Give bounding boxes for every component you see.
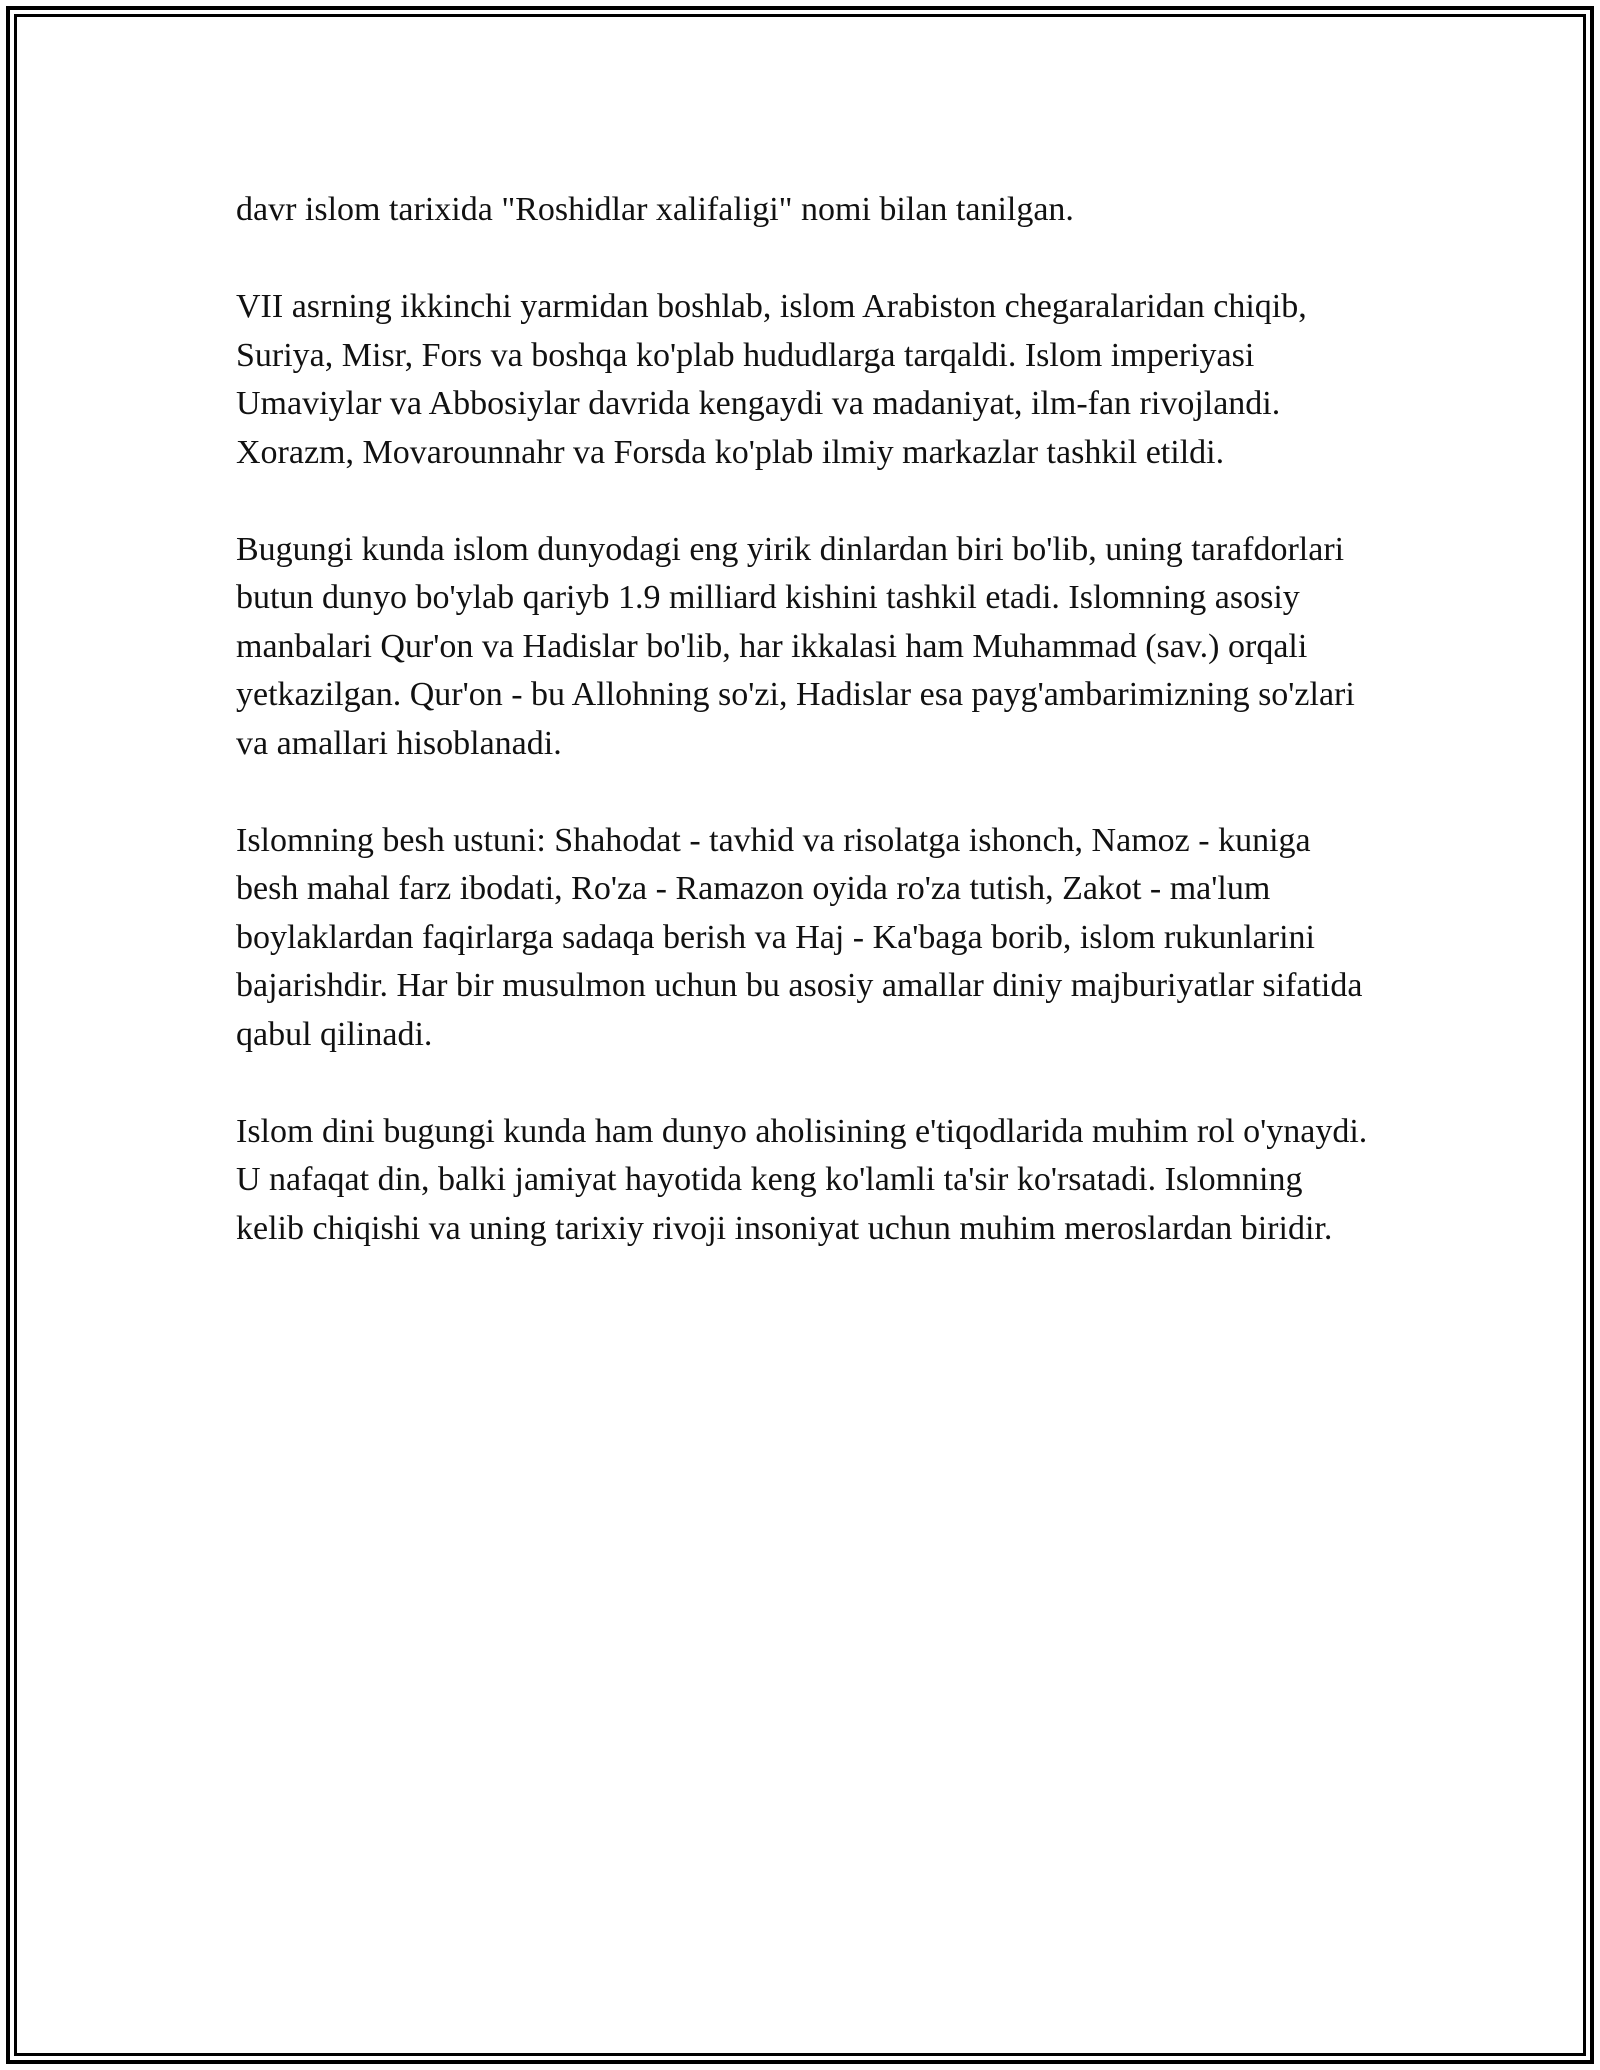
paragraph-today: Bugungi kunda islom dunyodagi eng yirik dinlardan biri bo'lib, uning tarafdorlari butun dunyo bo'ylab qariyb 1.9 milliard kishini tashkil etadi. Islomning asosiy manbalari Qur'on va Hadislar bo'lib, har ikkalasi ham Muhammad (sav.) orqali yetkazilgan. Qur'on - bu Allohning so'zi, Hadislar esa payg'ambarimizning so'zlari va amallari hisoblanadi. (236, 530, 1355, 762)
paragraph-caliphate: davr islom tarixida "Roshidlar xalifaligi" nomi bilan tanilgan. (236, 191, 1074, 228)
paragraph-conclusion: Islom dini bugungi kunda ham dunyo aholisining e'tiqodlarida muhim rol o'ynaydi. U nafaqat din, balki jamiyat hayotida keng ko'lamli ta'sir ko'rsatadi. Islomning kelib chiqishi va uning tarixiy rivoji insoniyat uchun muhim meroslardan biridir. (236, 1112, 1368, 1247)
paragraph-expansion: VII asrning ikkinchi yarmidan boshlab, islom Arabiston chegaralaridan chiqib, Suriya, Misr, Fors va boshqa ko'plab hududlarga tarqaldi. Islom imperiyasi Umaviylar va Abbosiylar davrida kengaydi va madaniyat, ilm-fan rivojlandi. Xorazm, Movarounnahr va Forsda ko'plab ilmiy markazlar tashkil etildi. (236, 288, 1307, 471)
paragraph-five-pillars: Islomning besh ustuni: Shahodat - tavhid va risolatga ishonch, Namoz - kuniga besh mahal farz ibodati, Ro'za - Ramazon oyida ro'za tutish, Zakot - ma'lum boylaklardan faqirlarga sadaqa berish va Haj - Ka'baga borib, islom rukunlarini bajarishdir. Har bir musulmon uchun bu asosiy amallar diniy majburiyatlar sifatida qabul qilinadi. (236, 821, 1363, 1053)
document-body (236, 186, 1376, 1302)
